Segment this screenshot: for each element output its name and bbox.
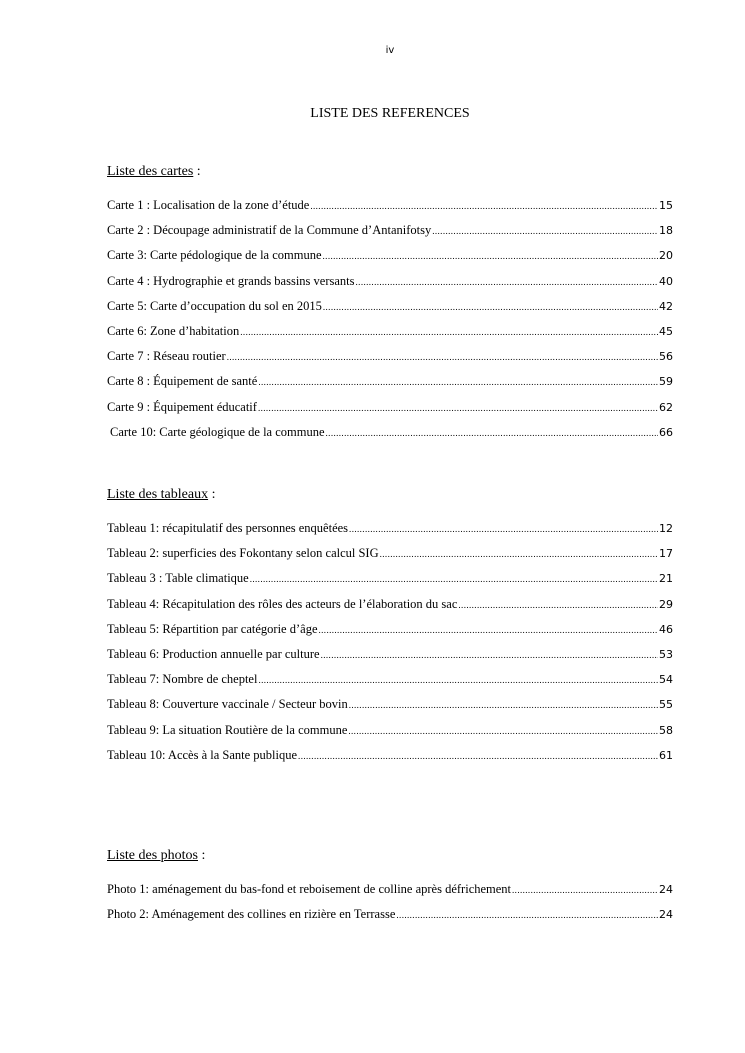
entry-page: 61	[659, 748, 673, 762]
section-heading-text: Liste des photos	[107, 848, 198, 863]
dot-leader	[227, 352, 658, 362]
toc-entry[interactable]	[107, 647, 673, 672]
toc-entry[interactable]	[107, 248, 673, 273]
toc-entry[interactable]	[107, 425, 673, 450]
entry-page: 17	[659, 547, 673, 561]
toc-entry[interactable]	[107, 521, 673, 546]
entry-page: 20	[659, 249, 673, 263]
entry-label: Tableau 8: Couverture vaccinale / Secteur bovin	[107, 697, 348, 712]
entry-page: 59	[659, 375, 673, 389]
section-heading-suffix: :	[198, 848, 206, 863]
dot-leader	[240, 327, 658, 337]
toc-entry[interactable]	[107, 748, 673, 773]
entry-page: 18	[659, 224, 673, 238]
dot-leader	[396, 910, 658, 920]
dot-leader	[348, 726, 658, 736]
dot-leader	[349, 524, 658, 534]
entry-page: 56	[659, 350, 673, 364]
toc-entry[interactable]	[107, 400, 673, 425]
entry-label: Carte 1 : Localisation de la zone d’étude	[107, 198, 310, 212]
dot-leader	[432, 226, 658, 236]
entry-label: Tableau 3 : Table climatique	[107, 571, 249, 586]
entry-page: 24	[659, 883, 673, 896]
entry-label: Tableau 5: Répartition par catégorie d’âge	[107, 621, 318, 636]
toc-entry[interactable]	[107, 723, 673, 748]
entry-page: 15	[659, 199, 673, 212]
section-tableaux	[107, 486, 673, 773]
toc-entry[interactable]	[107, 672, 673, 697]
section-heading-text: Liste des cartes	[107, 164, 194, 179]
section-heading-text: Liste des tableaux	[107, 487, 209, 502]
entry-page: 66	[659, 425, 673, 439]
entry-page: 53	[659, 647, 673, 661]
entry-label: Carte 4 : Hydrographie et grands bassins versants	[107, 273, 355, 288]
section-heading-suffix: :	[208, 487, 216, 502]
entry-page: 46	[659, 622, 673, 636]
toc-entry[interactable]	[107, 571, 673, 596]
section-cartes	[107, 163, 673, 450]
entry-label: Carte 3: Carte pédologique de la commune	[107, 248, 322, 263]
dot-leader	[250, 574, 658, 584]
dot-leader	[258, 403, 658, 413]
entry-label: Photo 1: aménagement du bas-fond et reboisement de colline après défrichement	[107, 882, 512, 896]
entry-label: Tableau 9: La situation Routière de la commune	[107, 722, 348, 737]
dot-leader	[349, 700, 658, 710]
toc-entry[interactable]	[107, 546, 673, 571]
entry-page: 58	[659, 723, 673, 737]
toc-entry[interactable]	[107, 299, 673, 324]
dot-leader	[298, 751, 658, 761]
dot-leader	[458, 600, 658, 610]
entry-label: Tableau 4: Récapitulation des rôles des acteurs de l’élaboration du sac	[107, 596, 458, 611]
toc-entry[interactable]	[107, 882, 673, 907]
entry-label: Tableau 6: Production annuelle par culture	[107, 646, 320, 661]
toc-entry[interactable]	[107, 374, 673, 399]
section-heading-cartes	[107, 163, 673, 181]
dot-leader	[321, 650, 658, 660]
entry-page: 24	[659, 908, 673, 922]
entry-label: Tableau 7: Nombre de cheptel	[107, 672, 258, 687]
entry-page: 12	[659, 522, 673, 535]
entry-label: Carte 6: Zone d’habitation	[107, 323, 240, 338]
toc-entry[interactable]	[107, 907, 673, 932]
entry-label: Photo 2: Aménagement des collines en rizière en Terrasse	[107, 907, 396, 922]
entry-label: Carte 8 : Équipement de santé	[107, 374, 258, 389]
entry-label: Tableau 2: superficies des Fokontany selon calcul SIG	[107, 546, 379, 561]
dot-leader	[380, 549, 658, 559]
dot-leader	[323, 302, 658, 312]
dot-leader	[512, 885, 658, 895]
entry-page: 62	[659, 400, 673, 414]
toc-entry[interactable]	[107, 349, 673, 374]
page-number: iv	[385, 45, 395, 56]
dot-leader	[310, 201, 658, 211]
entry-page: 45	[659, 324, 673, 338]
entry-label: Tableau 1: récapitulatif des personnes enquêtées	[107, 521, 349, 535]
toc-entry[interactable]	[107, 324, 673, 349]
toc-entry[interactable]	[107, 697, 673, 722]
page-title: LISTE DES REFERENCES	[310, 106, 470, 121]
entry-page: 29	[659, 597, 673, 611]
toc-entry[interactable]	[107, 597, 673, 622]
entry-label: Carte 10: Carte géologique de la commune	[110, 424, 325, 439]
dot-leader	[258, 377, 658, 387]
entry-page: 42	[659, 299, 673, 313]
section-heading-suffix: :	[193, 164, 201, 179]
dot-leader	[319, 625, 659, 635]
section-photos	[107, 847, 673, 932]
toc-entry[interactable]	[107, 223, 673, 248]
entry-page: 40	[659, 274, 673, 288]
dot-leader	[326, 428, 658, 438]
dot-leader	[323, 251, 658, 261]
entry-page: 55	[659, 698, 673, 712]
section-heading-tableaux	[107, 486, 673, 504]
dot-leader	[258, 675, 658, 685]
dot-leader	[356, 277, 658, 287]
entry-page: 21	[659, 572, 673, 586]
entry-label: Tableau 10: Accès à la Sante publique	[107, 747, 298, 762]
entry-label: Carte 9 : Équipement éducatif	[107, 399, 257, 414]
toc-entry[interactable]	[107, 622, 673, 647]
entry-label: Carte 7 : Réseau routier	[107, 349, 226, 364]
section-heading-photos	[107, 847, 673, 865]
entry-page: 54	[659, 673, 673, 687]
toc-entry[interactable]	[107, 274, 673, 299]
entry-label: Carte 5: Carte d’occupation du sol en 2015	[107, 298, 322, 313]
entry-label: Carte 2 : Découpage administratif de la Commune d’Antanifotsy	[107, 223, 432, 238]
toc-entry[interactable]	[107, 198, 673, 223]
